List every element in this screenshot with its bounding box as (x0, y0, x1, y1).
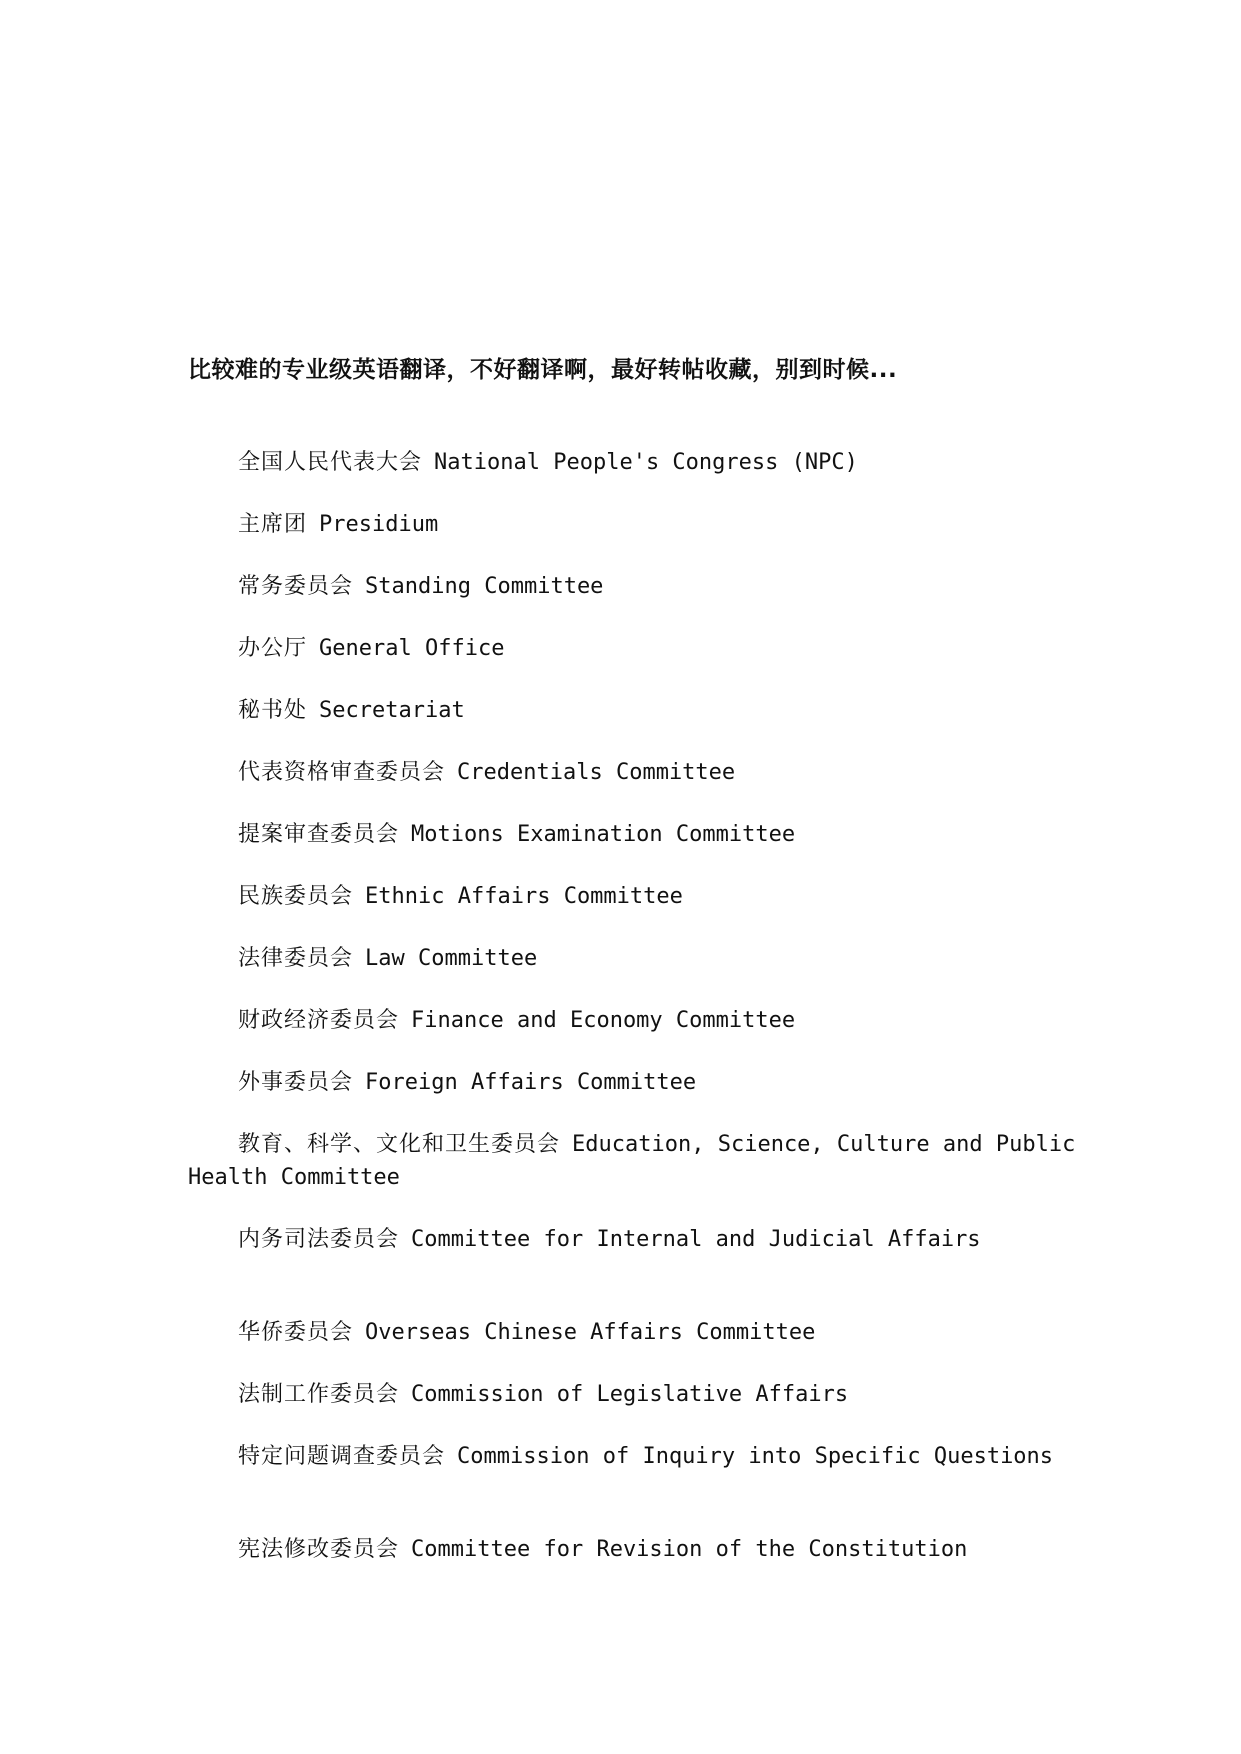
english-term: National People's Congress (NPC) (434, 450, 858, 475)
glossary-entry (188, 1004, 1078, 1037)
glossary-entry (188, 1316, 1078, 1349)
chinese-term: 外事委员会 (238, 1070, 354, 1095)
glossary-entry (188, 1533, 1078, 1566)
english-term: Committee for Internal and Judicial Affairs (411, 1227, 981, 1252)
chinese-term: 办公厅 (238, 636, 308, 661)
english-term: Education, Science, Culture and Public Health Committee (188, 1132, 1076, 1190)
glossary-list (188, 446, 1078, 1595)
glossary-entry (188, 1066, 1078, 1099)
chinese-term: 华侨委员会 (238, 1320, 354, 1345)
english-term: Secretariat (319, 698, 465, 723)
glossary-entry (188, 1128, 1078, 1194)
english-term: Finance and Economy Committee (411, 1008, 796, 1033)
glossary-entry (188, 694, 1078, 727)
chinese-term: 财政经济委员会 (238, 1008, 400, 1033)
english-term: Presidium (319, 512, 439, 537)
chinese-term: 提案审查委员会 (238, 822, 400, 847)
chinese-term: 法律委员会 (238, 946, 354, 971)
english-term: Motions Examination Committee (411, 822, 796, 847)
chinese-term: 特定问题调查委员会 (238, 1444, 446, 1469)
glossary-entry (188, 632, 1078, 665)
glossary-entry (188, 508, 1078, 541)
english-term: Foreign Affairs Committee (365, 1070, 697, 1095)
glossary-entry (188, 1440, 1078, 1473)
glossary-entry (188, 942, 1078, 975)
document-title: 比较难的专业级英语翻译，不好翻译啊，最好转帖收藏，别到时候... (188, 357, 898, 383)
glossary-entry (188, 570, 1078, 603)
english-term: Overseas Chinese Affairs Committee (365, 1320, 816, 1345)
chinese-term: 常务委员会 (238, 574, 354, 599)
english-term: Credentials Committee (457, 760, 736, 785)
chinese-term: 教育、科学、文化和卫生委员会 (238, 1132, 561, 1157)
chinese-term: 法制工作委员会 (238, 1382, 400, 1407)
english-term: Commission of Inquiry into Specific Questions (457, 1444, 1054, 1469)
glossary-entry (188, 446, 1078, 479)
chinese-term: 民族委员会 (238, 884, 354, 909)
glossary-entry (188, 818, 1078, 851)
chinese-term: 主席团 (238, 512, 308, 537)
english-term: General Office (319, 636, 505, 661)
english-term: Law Committee (365, 946, 538, 971)
chinese-term: 秘书处 (238, 698, 308, 723)
glossary-entry (188, 1223, 1078, 1256)
english-term: Ethnic Affairs Committee (365, 884, 683, 909)
chinese-term: 宪法修改委员会 (238, 1537, 400, 1562)
chinese-term: 代表资格审查委员会 (238, 760, 446, 785)
english-term: Committee for Revision of the Constitution (411, 1537, 968, 1562)
glossary-entry (188, 1378, 1078, 1411)
english-term: Standing Committee (365, 574, 604, 599)
chinese-term: 内务司法委员会 (238, 1227, 400, 1252)
chinese-term: 全国人民代表大会 (238, 450, 423, 475)
glossary-entry (188, 880, 1078, 913)
english-term: Commission of Legislative Affairs (411, 1382, 849, 1407)
glossary-entry (188, 756, 1078, 789)
